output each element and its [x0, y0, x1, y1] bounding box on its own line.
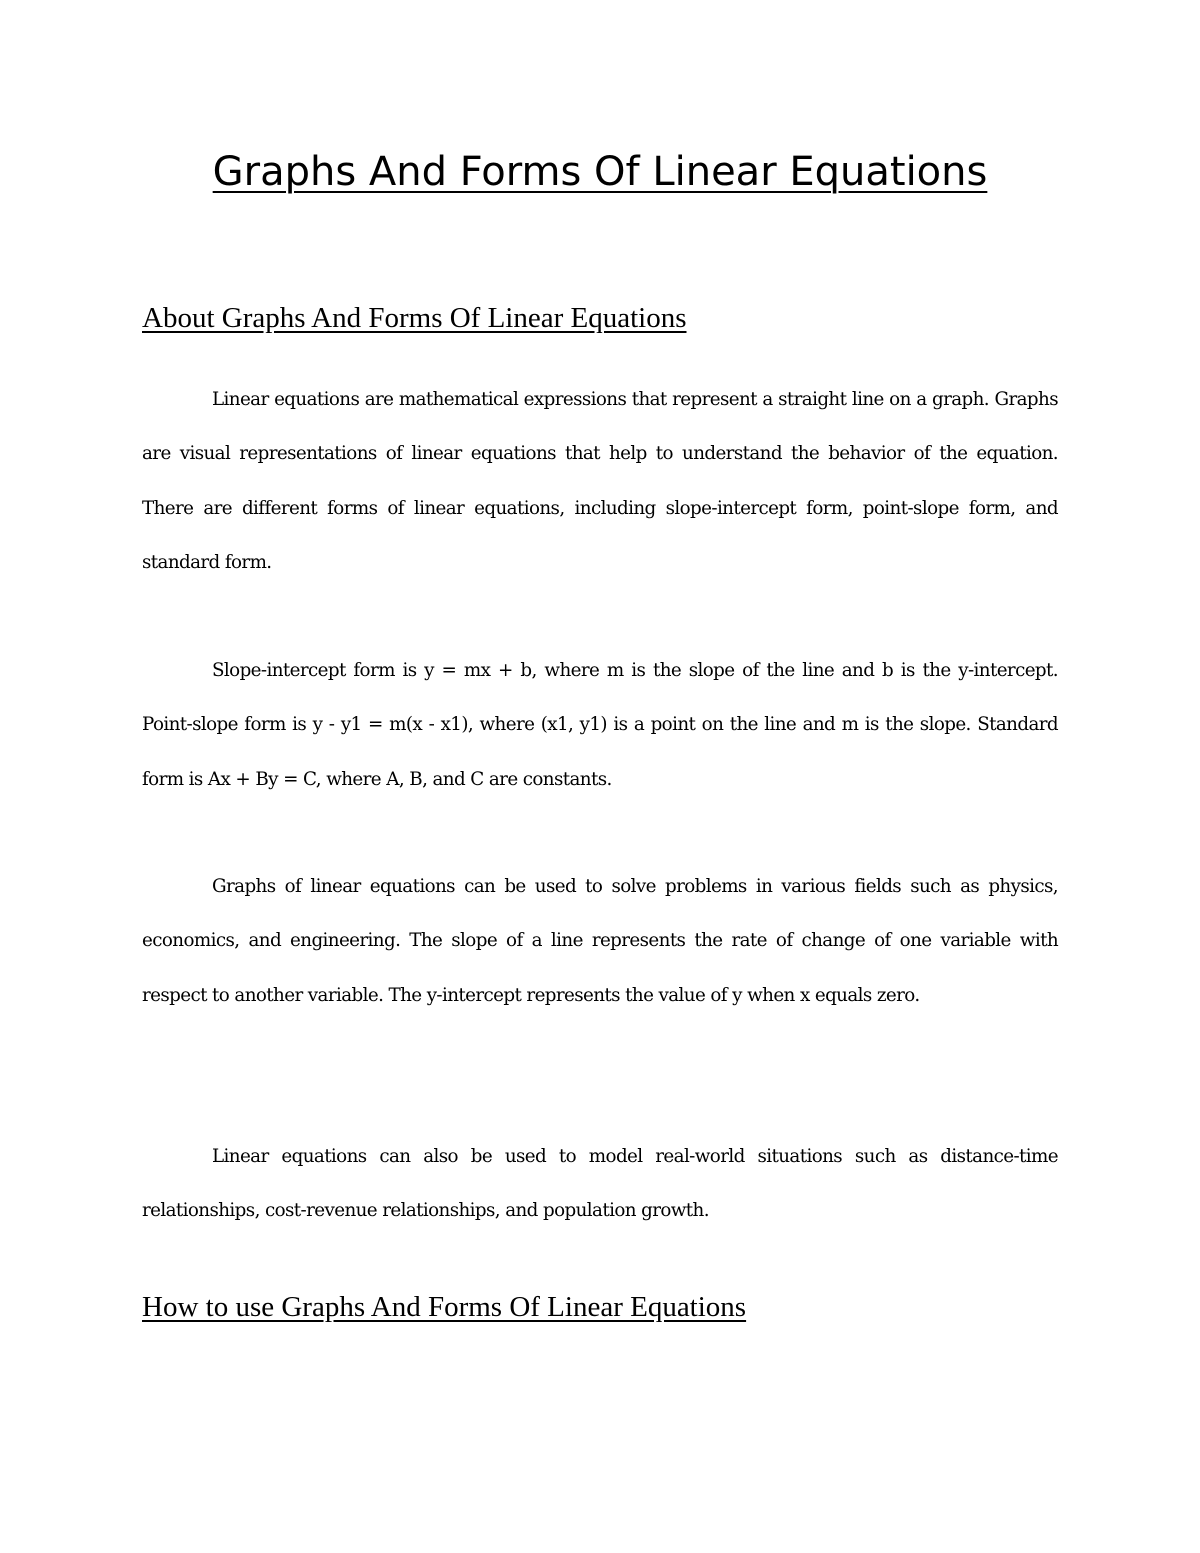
paragraph-graph-applications: Graphs of linear equations can be used to solve problems in various fields such as physics, economics, and engineering. The slope of a line represents the rate of change of one variable with respect to another variable. The y-intercept represents the value of y when x equals zero.: [142, 876, 1058, 1006]
section-heading-how-to-use: How to use Graphs And Forms Of Linear Equations: [142, 1291, 747, 1323]
document-title: Graphs And Forms Of Linear Equations: [212, 149, 988, 195]
section-heading-about: About Graphs And Forms Of Linear Equations: [142, 302, 687, 334]
paragraph-real-world-models: Linear equations can also be used to model real-world situations such as distance-time relationships, cost-revenue relationships, and population growth.: [142, 1146, 1058, 1222]
paragraph-linear-equations-intro: Linear equations are mathematical expressions that represent a straight line on a graph. Graphs are visual representations of linear equations that help to understand the behavior of the equation. There are different forms of linear equations, including slope-intercept form, point-slope form, and standard form.: [142, 389, 1058, 573]
paragraph-equation-forms: Slope-intercept form is y = mx + b, where m is the slope of the line and b is the y-intercept. Point-slope form is y - y1 = m(x - x1), where (x1, y1) is a point on the line and m is the slope. Standard form is Ax + By = C, where A, B, and C are constants.: [142, 660, 1058, 790]
